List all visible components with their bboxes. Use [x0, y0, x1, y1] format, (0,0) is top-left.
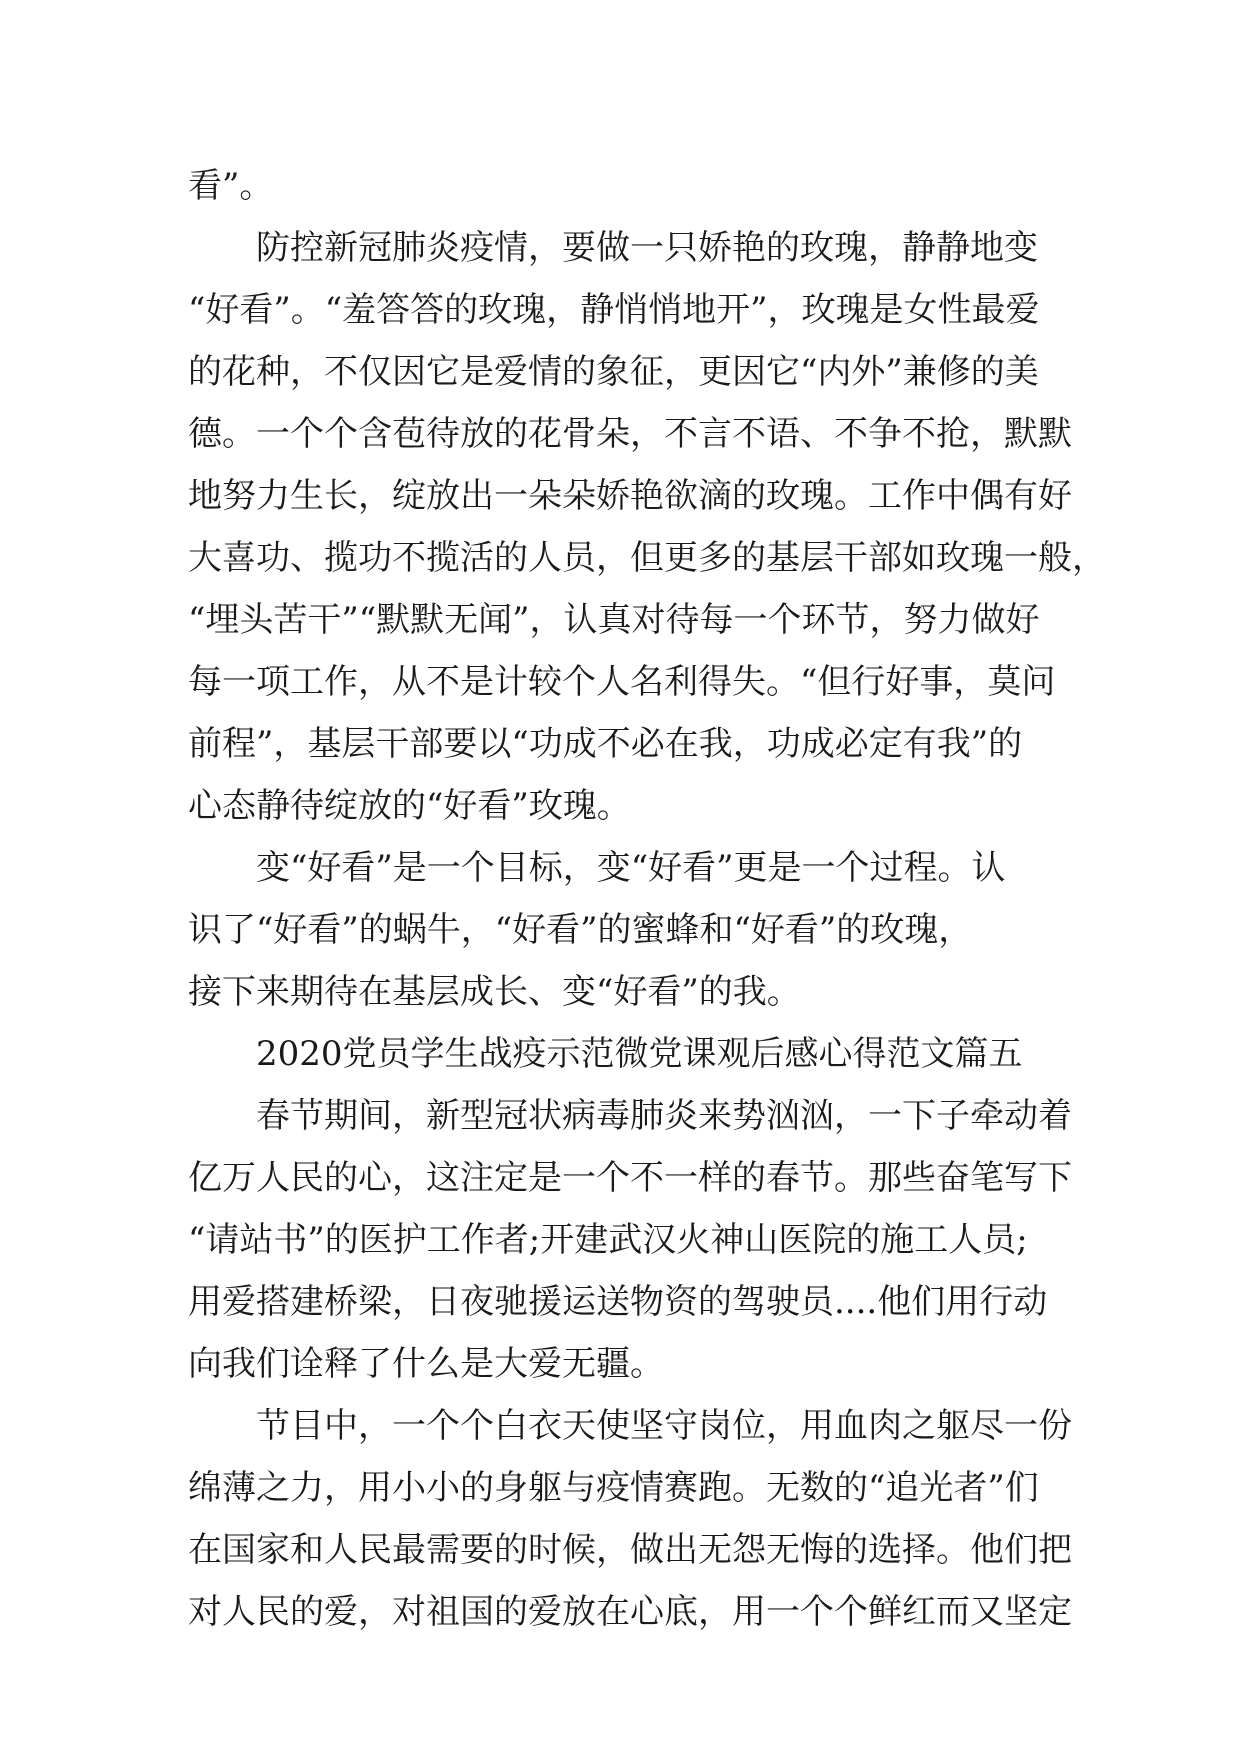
text-line: 用爱搭建桥梁，日夜驰援运送物资的驾驶员....他们用行动 [188, 1282, 1048, 1322]
paragraph-start-line: 防控新冠肺炎疫情，要做一只娇艳的玫瑰，静静地变 [256, 228, 1038, 268]
text-line: 心态静待绽放的“好看”玫瑰。 [188, 786, 631, 826]
text-line: 地努力生长，绽放出一朵朵娇艳欲滴的玫瑰。工作中偶有好 [188, 476, 1072, 516]
text-line: “埋头苦干”“默默无闻”，认真对待每一个环节，努力做好 [188, 600, 1040, 640]
document-body [188, 155, 1106, 1643]
paragraph-start-line: 节目中，一个个白衣天使坚守岗位，用血肉之躯尽一份 [256, 1406, 1072, 1446]
paragraph-start-line: 春节期间，新型冠状病毒肺炎来势汹汹，一下子牵动着 [256, 1096, 1072, 1136]
text-line: 大喜功、揽功不揽活的人员，但更多的基层干部如玫瑰一般， [188, 538, 1106, 578]
section-title: 2020党员学生战疫示范微党课观后感心得范文篇五 [256, 1034, 1023, 1074]
paragraph-start-line: 变“好看”是一个目标，变“好看”更是一个过程。认 [256, 848, 1006, 888]
text-line: 向我们诠释了什么是大爱无疆。 [188, 1344, 664, 1384]
text-line: 接下来期待在基层成长、变“好看”的我。 [188, 972, 801, 1012]
text-line: 前程”，基层干部要以“功成不必在我，功成必定有我”的 [188, 724, 1023, 764]
text-line: 在国家和人民最需要的时候，做出无怨无悔的选择。他们把 [188, 1530, 1072, 1570]
text-line: 亿万人民的心，这注定是一个不一样的春节。那些奋笔写下 [188, 1158, 1072, 1198]
text-line: 绵薄之力，用小小的身躯与疫情赛跑。无数的“追光者”们 [188, 1468, 1039, 1508]
text-line: 德。一个个含苞待放的花骨朵，不言不语、不争不抢，默默 [188, 414, 1072, 454]
text-line: 的花种，不仅因它是爱情的象征，更因它“内外”兼修的美 [188, 352, 1039, 392]
text-line: “好看”。“羞答答的玫瑰，静悄悄地开”，玫瑰是女性最爱 [188, 290, 1040, 330]
text-line: 识了“好看”的蜗牛，“好看”的蜜蜂和“好看”的玫瑰， [188, 910, 973, 950]
text-line: “请站书”的医护工作者;开建武汉火神山医院的施工人员; [188, 1220, 1028, 1260]
text-line: 每一项工作，从不是计较个人名利得失。“但行好事，莫问 [188, 662, 1056, 702]
text-line: 看”。 [188, 166, 274, 206]
text-line: 对人民的爱，对祖国的爱放在心底，用一个个鲜红而又坚定 [188, 1592, 1072, 1632]
